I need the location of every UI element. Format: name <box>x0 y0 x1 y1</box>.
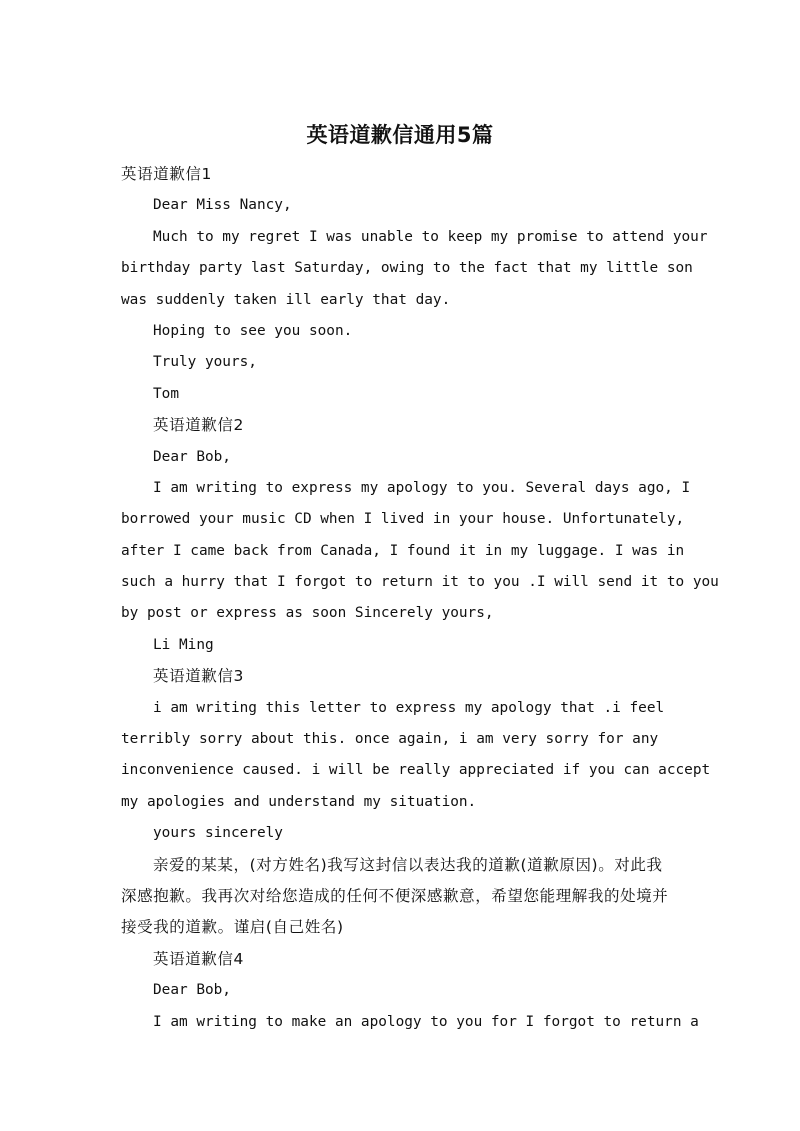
text-line: terribly sorry about this. once again, i am very sorry for any <box>121 731 659 748</box>
text-line: 英语道歉信3 <box>153 667 244 686</box>
text-line: Tom <box>153 385 179 402</box>
text-line: by post or express as soon Sincerely yours, <box>121 605 494 622</box>
text-line: yours sincerely <box>153 825 283 842</box>
text-line: 接受我的道歉。谨启(自己姓名) <box>121 918 344 937</box>
text-line: Hoping to see you soon. <box>153 322 353 339</box>
document-title: 英语道歉信通用5篇 <box>306 123 494 147</box>
text-line: borrowed your music CD when I lived in your house. Unfortunately, <box>121 511 685 528</box>
text-line: Dear Bob, <box>153 982 231 999</box>
text-line: Li Ming <box>153 636 214 653</box>
text-line: 英语道歉信4 <box>153 949 244 968</box>
text-line: 深感抱歉。我再次对给您造成的任何不便深感歉意，希望您能理解我的处境并 <box>121 886 669 905</box>
text-line: Truly yours, <box>153 354 257 371</box>
text-line: after I came back from Canada, I found it in my luggage. I was in <box>121 542 685 559</box>
document-body <box>121 159 719 1038</box>
text-line: I am writing to express my apology to you. Several days ago, I <box>153 479 691 496</box>
text-line: 英语道歉信1 <box>121 165 212 183</box>
text-line: was suddenly taken ill early that day. <box>121 291 451 308</box>
text-line: such a hurry that I forgot to return it to you .I will send it to you <box>121 574 719 591</box>
text-line: my apologies and understand my situation. <box>121 793 477 810</box>
text-line: Dear Bob, <box>153 448 231 465</box>
text-line: I am writing to make an apology to you for I forgot to return a <box>153 1013 699 1030</box>
text-line: 英语道歉信2 <box>153 416 244 435</box>
text-line: Dear Miss Nancy, <box>153 197 292 214</box>
text-line: 亲爱的某某，(对方姓名)我写这封信以表达我的道歉(道歉原因)。对此我 <box>153 855 663 874</box>
text-line: birthday party last Saturday, owing to the fact that my little son <box>121 260 693 277</box>
text-line: Much to my regret I was unable to keep my promise to attend your <box>153 228 708 245</box>
text-line: i am writing this letter to express my apology that .i feel <box>153 699 665 716</box>
text-line: inconvenience caused. i will be really appreciated if you can accept <box>121 762 711 779</box>
